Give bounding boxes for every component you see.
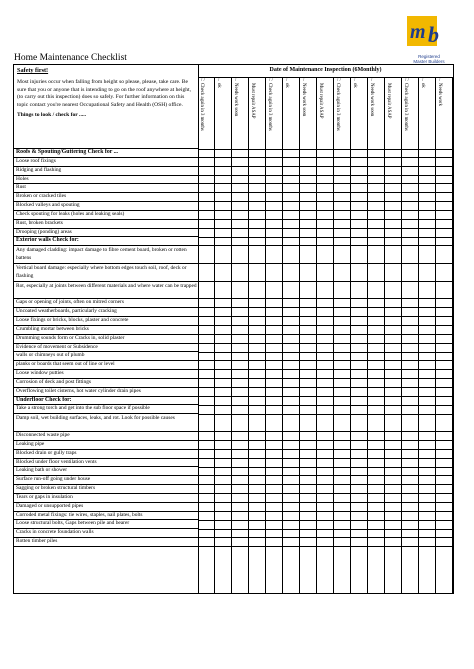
grid-line (198, 183, 453, 184)
checklist-item: Loose structural bolts, Gaps between pile and bearer (14, 520, 198, 529)
date-slash: / (354, 78, 356, 83)
section-heading: Roofs & Spouting/Guttering Check for ... (14, 149, 198, 158)
checklist-item: Cracks in concrete foundation walls (14, 529, 198, 538)
date-slash: / / (337, 78, 342, 83)
safety-panel (14, 65, 198, 149)
inspection-column (436, 77, 453, 593)
grid-line (198, 325, 453, 326)
grid-line (198, 201, 453, 202)
checklist-item: Corroded metal fixings: tie wires, staples, nail plates, bolts (14, 512, 198, 521)
column-label: Must repair ASAP (318, 83, 323, 119)
column-header (198, 77, 214, 150)
mb-logo (404, 14, 454, 64)
column-header (402, 77, 418, 150)
checklist-item: Damp soil, wet building surfaces, leaks, and rot. Look for possible causes (14, 414, 198, 432)
grid-line (198, 378, 453, 379)
column-header (334, 77, 350, 150)
checklist-item: walls or chimneys out of plumb (14, 352, 198, 361)
grid-line (198, 484, 453, 485)
mb-logo-icon (404, 14, 454, 54)
grid-line (198, 166, 453, 167)
checklist-item: Drumming sounds form or Cracks in, solid plaster (14, 335, 198, 344)
column-label: Needs work soon (301, 83, 306, 117)
grid-line (198, 520, 453, 521)
date-slash: / / (269, 78, 274, 83)
date-header: Date of Maintenance Inspection (6Monthly) (198, 65, 453, 78)
column-label: ok (284, 83, 289, 88)
column-label: Check again in 3 months (403, 83, 408, 131)
grid-line (198, 175, 453, 176)
column-label: Check again in 3 months (199, 83, 204, 131)
things-to-check-heading: Things to look / check for ..... (17, 112, 87, 119)
column-label: Check again in 3 months (335, 83, 340, 131)
inspection-column (402, 77, 419, 593)
grid-line (198, 537, 453, 538)
checklist-item: planks or boards that seem out of line or level (14, 361, 198, 370)
checklist-item: Tears or gaps in insulation (14, 494, 198, 503)
date-slash: / / (201, 78, 206, 83)
grid-line (198, 192, 453, 193)
grid-line (198, 298, 453, 299)
grid-line (198, 529, 453, 530)
column-label: ok (420, 83, 425, 88)
date-slash: / (286, 78, 288, 83)
logo-text-registered: Registered (418, 54, 440, 59)
checklist-item: Ridging and flashing (14, 167, 198, 176)
grid-line (198, 431, 453, 432)
inspection-column (334, 77, 351, 593)
inspection-columns (198, 77, 453, 593)
grid-line (198, 387, 453, 388)
grid-line (198, 467, 453, 468)
date-slash: / / (405, 78, 410, 83)
column-header (317, 77, 333, 150)
grid-line (198, 414, 453, 415)
checklist-item: Evidence of movement or Subsidence (14, 344, 198, 353)
checklist-item: Leaking pipe (14, 441, 198, 450)
checklist-item: Blocked drain or gully traps (14, 450, 198, 459)
safety-heading: Safety first! (17, 67, 49, 74)
inspection-column (232, 77, 249, 593)
inspection-column (266, 77, 283, 593)
grid-line (198, 228, 453, 229)
column-header (385, 77, 401, 150)
column-header (283, 77, 299, 150)
inspection-column (249, 77, 266, 593)
date-slash: / (439, 78, 441, 83)
date-slash: / (422, 78, 424, 83)
column-label: Must repair ASAP (250, 83, 255, 119)
checklist-item: Holes (14, 176, 198, 185)
svg-text:b: b (428, 22, 439, 47)
logo-text-builders: Master Builders (413, 59, 445, 64)
column-header (368, 77, 384, 150)
checklist-item: Sagging or broken structural timbers (14, 485, 198, 494)
grid-line (198, 475, 453, 476)
grid-line (198, 511, 453, 512)
checklist-item: Disconnected waste pipe (14, 432, 198, 441)
grid-line (198, 502, 453, 503)
column-label: Needs work soon (369, 83, 374, 117)
checklist-table (13, 64, 454, 594)
column-header (232, 77, 248, 150)
inspection-grid (198, 65, 453, 593)
grid-line (198, 449, 453, 450)
inspection-column (215, 77, 232, 593)
section-heading: Exterior walls Check for: (14, 237, 198, 246)
grid-line (198, 307, 453, 308)
safety-body: Most injuries occur when falling from height so please, please, take care. Be sure that you or anyone that is intending to go on the roof anywhere at height, (to carry out this inspection) does so safely. For further information on this topic contact you're nearest Occupational Safety and Health (OSH) office. (17, 79, 191, 108)
checklist-item: Any damaged cladding: impact damage to fibre cement board, broken or rotten battens (14, 246, 198, 264)
checklist-rows (14, 149, 198, 547)
checklist-item: Blocked under floor ventilation vents (14, 459, 198, 468)
grid-line (198, 396, 453, 397)
checklist-item: Rot, especially at joints between different materials and where water can be trapped (14, 282, 198, 300)
checklist-item: Check spouting for leaks (holes and leaking seals) (14, 211, 198, 220)
inspection-column (283, 77, 300, 593)
inspection-column (300, 77, 317, 593)
column-label: ok (216, 83, 221, 88)
checklist-item: Vertical board damage: especially where bottom edges touch soil, roof, deck or flashing (14, 264, 198, 282)
grid-line (198, 237, 453, 238)
column-label: ok (352, 83, 357, 88)
inspection-column (419, 77, 436, 593)
grid-line (198, 334, 453, 335)
column-label: Needs work (437, 83, 442, 107)
section-heading: Underfloor Check for: (14, 397, 198, 406)
checklist-item: Overflowing toilet cisterns, hot water cylinder drain pipes (14, 388, 198, 397)
grid-line (198, 245, 453, 246)
grid-line (198, 210, 453, 211)
column-label: Must repair ASAP (386, 83, 391, 119)
checklist-item: Broken or cracked tiles (14, 193, 198, 202)
grid-line (198, 493, 453, 494)
grid-line (198, 219, 453, 220)
grid-line (198, 360, 453, 361)
grid-line (198, 458, 453, 459)
grid-line (198, 316, 453, 317)
column-header (249, 77, 265, 150)
date-slash: / (371, 78, 373, 83)
checklist-item: Rotten timber piles (14, 538, 198, 547)
grid-line (198, 546, 453, 547)
inspection-column (317, 77, 334, 593)
checklist-item: Crumbling mortar between bricks (14, 326, 198, 335)
checklist-items-column (14, 65, 199, 593)
column-header (266, 77, 282, 150)
checklist-item: Damaged or unsupported pipes (14, 503, 198, 512)
inspection-column (368, 77, 385, 593)
checklist-item: Take a strong torch and get into the sub floor space if possible (14, 405, 198, 414)
grid-line (198, 343, 453, 344)
column-label: Check again in 3 months (267, 83, 272, 131)
page-title: Home Maintenance Checklist (14, 53, 127, 63)
checklist-item: Drooping (ponding) areas (14, 229, 198, 238)
grid-line (198, 440, 453, 441)
inspection-column (351, 77, 368, 593)
checklist-item: Rust (14, 184, 198, 193)
checklist-item: Surface run-off going under house (14, 476, 198, 485)
checklist-item: Rust, broken brackets (14, 220, 198, 229)
column-header (300, 77, 316, 150)
checklist-item: Corrosion of deck and post fittings (14, 379, 198, 388)
column-header (215, 77, 231, 150)
date-slash: / (235, 78, 237, 83)
inspection-column (198, 77, 215, 593)
checklist-item: Gaps or opening of joints, often on mitred corners (14, 299, 198, 308)
svg-text:m: m (410, 21, 426, 43)
date-slash: / (218, 78, 220, 83)
grid-line (198, 263, 453, 264)
grid-line (198, 157, 453, 158)
checklist-item: Uncoated weatherboards, particularly cracking (14, 308, 198, 317)
date-slash: / (303, 78, 305, 83)
column-label: Needs work soon (233, 83, 238, 117)
grid-line (198, 281, 453, 282)
checklist-item: Loose window putties (14, 370, 198, 379)
grid-line (198, 369, 453, 370)
checklist-item: Blocked valleys and spouting (14, 202, 198, 211)
checklist-item: Leaking bath or shower (14, 467, 198, 476)
column-header (419, 77, 435, 150)
column-header (436, 77, 452, 150)
grid-line (198, 405, 453, 406)
checklist-item: Loose roof fixings (14, 158, 198, 167)
inspection-column (385, 77, 402, 593)
checklist-item: Loose fixings or bricks, blocks, plaster and concrete (14, 317, 198, 326)
grid-line (198, 352, 453, 353)
column-header (351, 77, 367, 150)
